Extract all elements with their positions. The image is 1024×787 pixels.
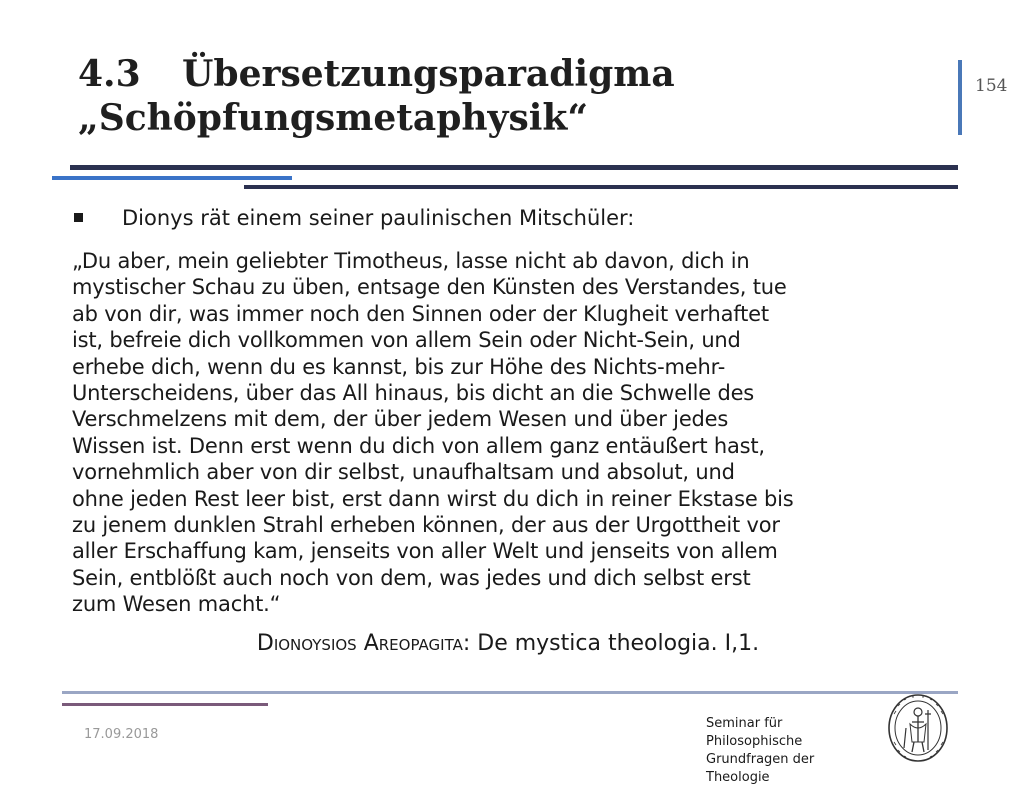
seminar-line-1: Seminar für Philosophische — [706, 716, 803, 749]
quote-line: ohne jeden Rest leer bist, erst dann wirst du dich in reiner Ekstase bis — [72, 486, 794, 511]
citation-author: Dionoysios Areopagita — [256, 631, 463, 656]
header-divider-accent — [52, 176, 292, 180]
quote-line: erhebe dich, wenn du es kannst, bis zur Höhe des Nichts-mehr- — [72, 354, 726, 379]
square-bullet-icon — [74, 213, 83, 222]
title-line-2: „Schöpfungsmetaphysik“ — [78, 97, 589, 139]
title-text-1: Übersetzungsparadigma — [182, 53, 675, 95]
footer-accent-line — [62, 703, 268, 706]
university-seal-icon — [886, 692, 950, 764]
quote-line: Sein, entblößt auch noch von dem, was jedes und dich selbst erst — [72, 565, 751, 590]
quote-line: zum Wesen macht.“ — [72, 592, 281, 617]
title-line-1 — [78, 52, 938, 96]
footer-date: 17.09.2018 — [84, 727, 159, 742]
quote-line: Wissen ist. Denn erst wenn du dich von allem ganz entäußert hast, — [72, 433, 765, 458]
quote-line: Unterscheidens, über das All hinaus, bis dicht an die Schwelle des — [72, 381, 755, 406]
header-divider-top — [70, 165, 958, 170]
header-divider-bottom — [244, 185, 958, 189]
quote-line: mystischer Schau zu üben, entsage den Künsten des Verstandes, tue — [72, 275, 787, 300]
quote-block — [72, 248, 977, 618]
seminar-name — [706, 715, 881, 787]
quote-line: Verschmelzens mit dem, der über jedem Wesen und über jedes — [72, 407, 729, 432]
bullet-text: Dionys rät einem seiner paulinischen Mitschüler: — [122, 206, 635, 230]
footer-divider — [62, 691, 958, 694]
section-number: 4.3 — [78, 53, 141, 95]
quote-line: „Du aber, mein geliebter Timotheus, lasse nicht ab davon, dich in — [72, 249, 750, 273]
slide-title — [78, 52, 938, 140]
page-number: 154 — [975, 76, 1008, 96]
quote-line: aller Erschaffung kam, jenseits von aller Welt und jenseits von allem — [72, 539, 778, 564]
quote-line: ab von dir, was immer noch den Sinnen oder der Klugheit verhaftet — [72, 301, 769, 326]
citation — [0, 630, 1016, 658]
quote-line: zu jenem dunklen Strahl erheben können, der aus der Urgottheit vor — [72, 513, 780, 538]
vertical-accent-bar — [958, 60, 962, 135]
seminar-line-2: Grundfragen der Theologie — [706, 752, 815, 785]
quote-line: ist, befreie dich vollkommen von allem Sein oder Nicht-Sein, und — [72, 328, 741, 353]
quote-line: vornehmlich aber von dir selbst, unaufhaltsam und absolut, und — [72, 460, 735, 485]
citation-work: : De mystica theologia. I,1. — [462, 631, 760, 656]
